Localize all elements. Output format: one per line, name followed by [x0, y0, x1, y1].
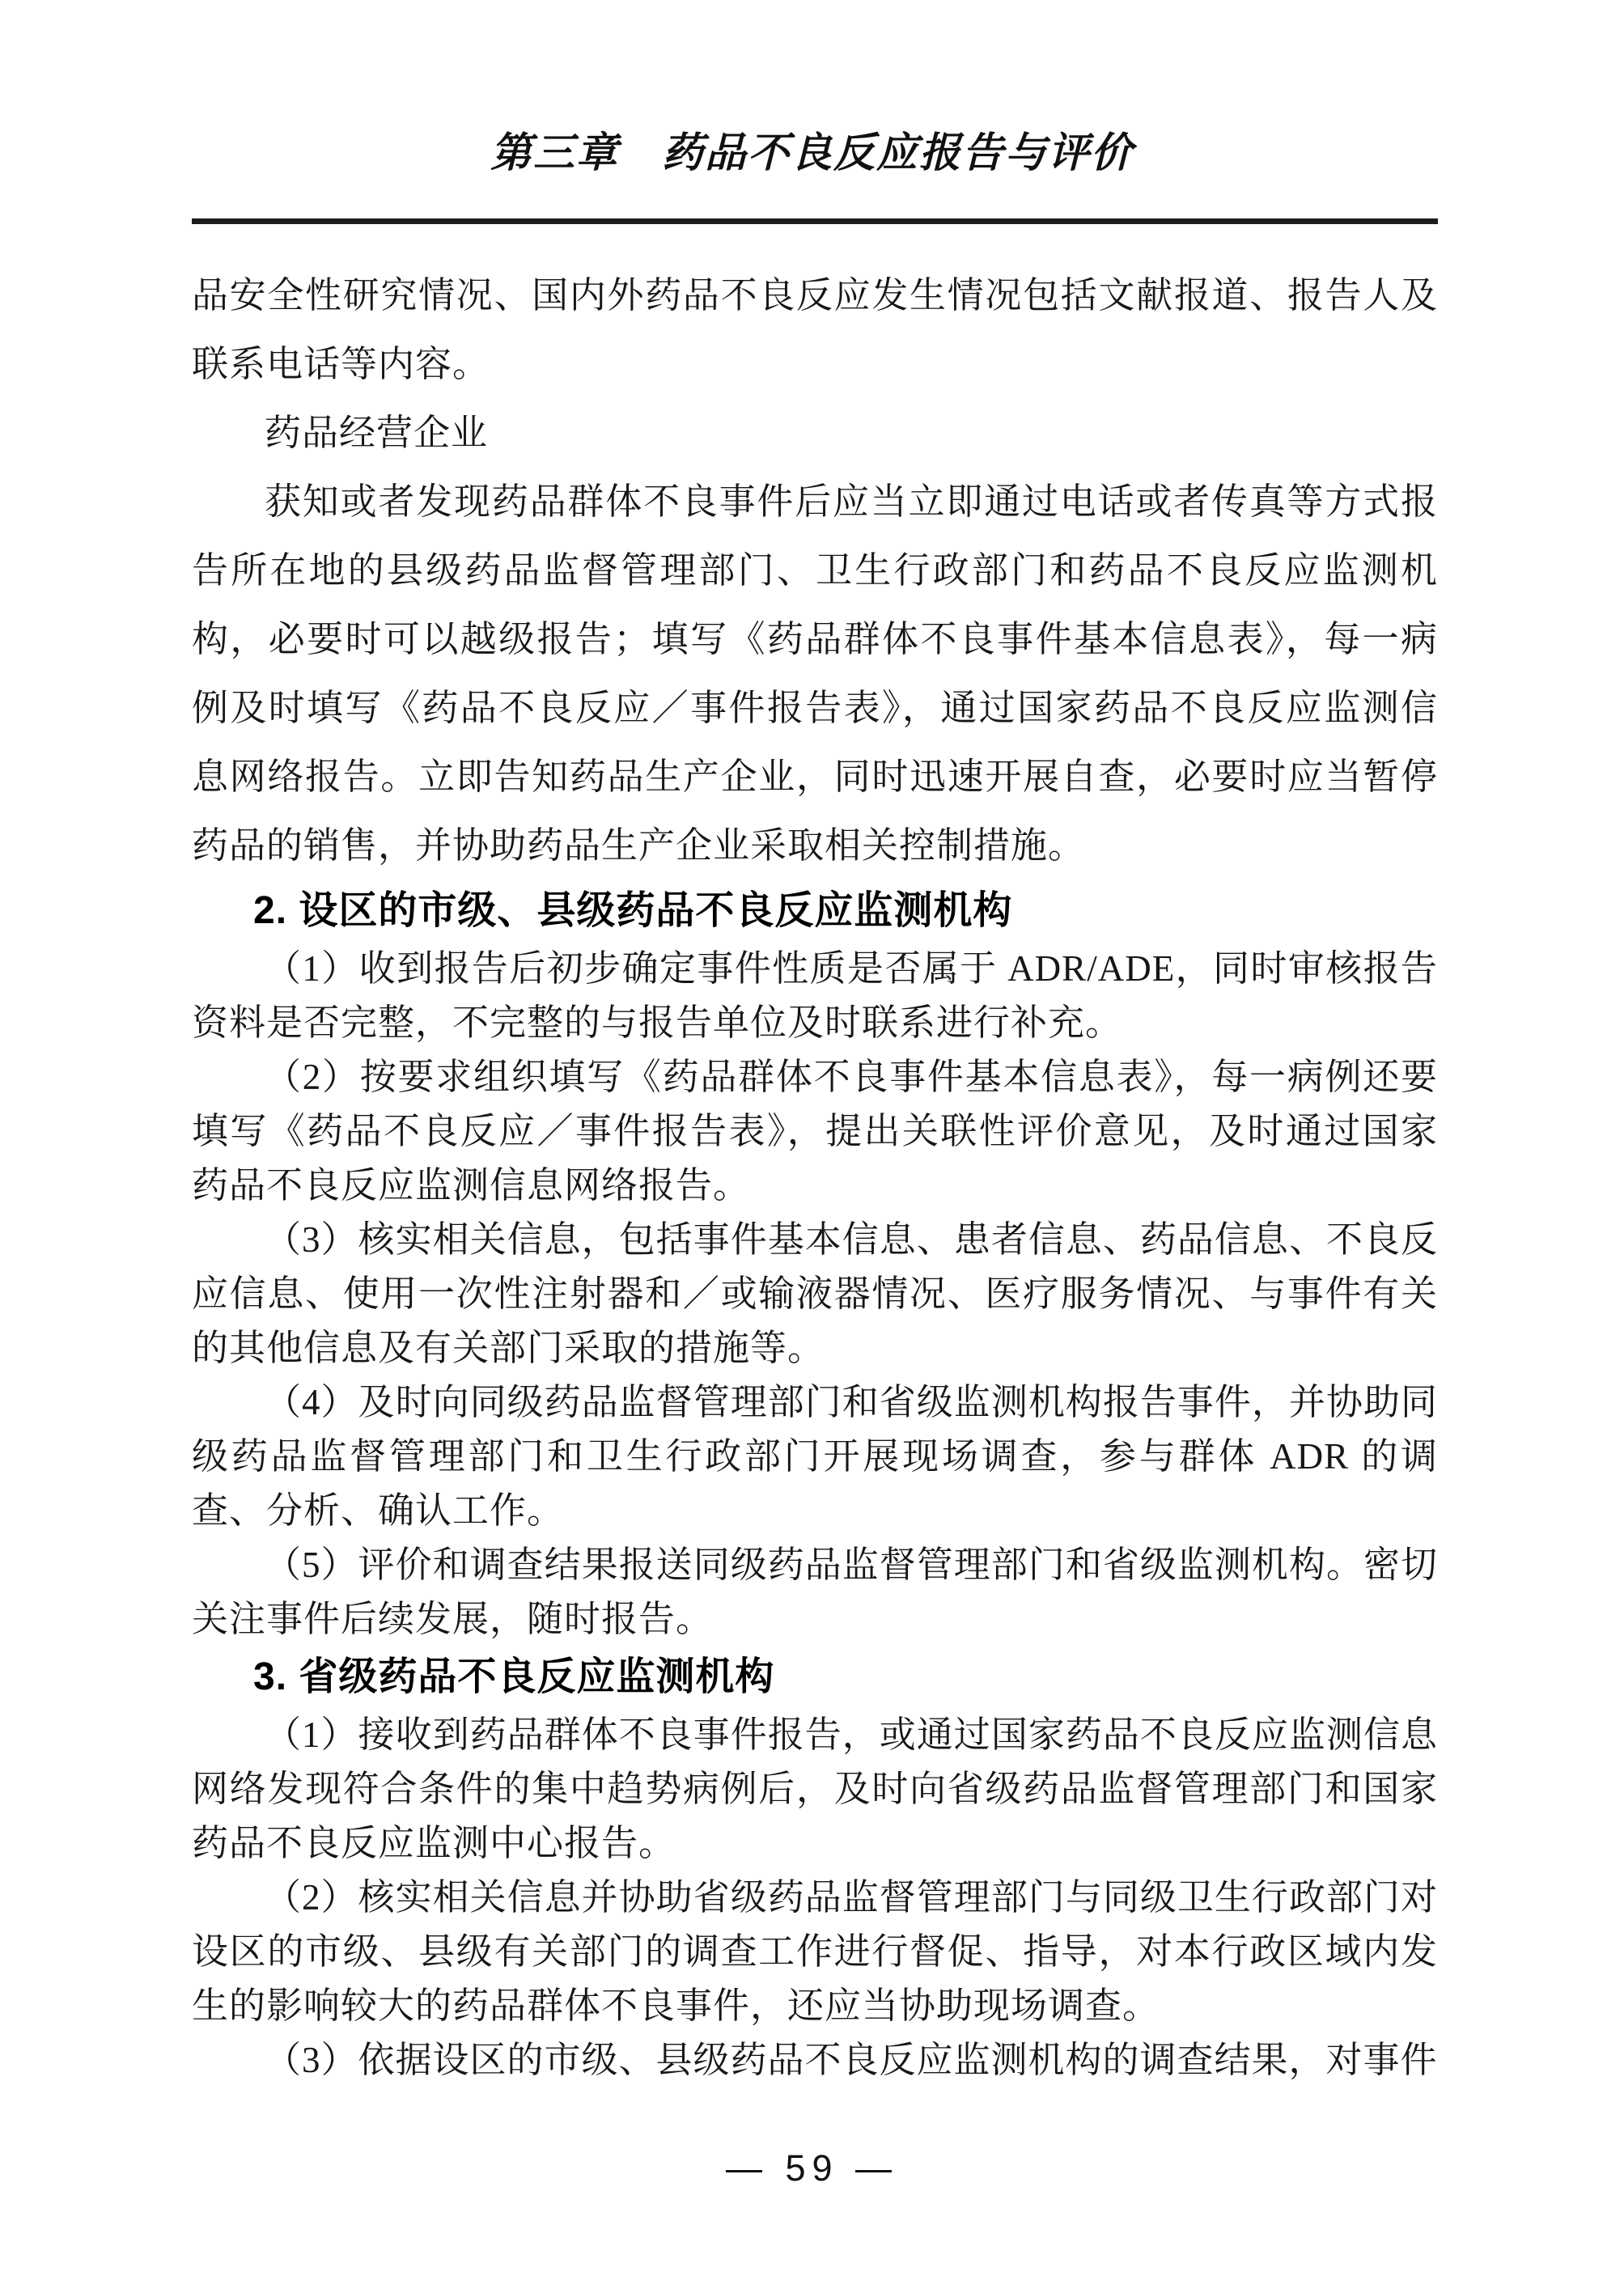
section-heading: 3. 省级药品不良反应监测机构: [253, 1655, 775, 1698]
text-section-intro: [192, 261, 1438, 880]
page-body: [192, 261, 1438, 2087]
paragraph: （1）收到报告后初步确定事件性质是否属于 ADR/ADE，同时审核报告资料是否完整，不完整的与报告单位及时联系进行补充。: [192, 948, 1438, 1043]
paragraph: （5）评价和调查结果报送同级药品监督管理部门和省级监测机构。密切关注事件后续发展，随时报告。: [192, 1545, 1438, 1639]
header-rule: [192, 218, 1438, 224]
paragraph: （3）依据设区的市级、县级药品不良反应监测机构的调查结果，对事件: [265, 2040, 1438, 2080]
paragraph: 品安全性研究情况、国内外药品不良反应发生情况包括文献报道、报告人及联系电话等内容。: [192, 275, 1438, 384]
paragraph: （3）核实相关信息，包括事件基本信息、患者信息、药品信息、不良反应信息、使用一次性注射器和／或输液器情况、医疗服务情况、与事件有关的其他信息及有关部门采取的措施等。: [192, 1219, 1438, 1368]
chapter-title: 第三章 药品不良反应报告与评价: [490, 129, 1134, 176]
paragraph: （2）核实相关信息并协助省级药品监督管理部门与同级卫生行政部门对设区的市级、县级有关部门的调查工作进行督促、指导，对本行政区域内发生的影响较大的药品群体不良事件，还应当协助现场调查。: [192, 1877, 1438, 2026]
section-heading: 2. 设区的市级、县级药品不良反应监测机构: [253, 889, 1013, 932]
paragraph: （2）按要求组织填写《药品群体不良事件基本信息表》，每一病例还要填写《药品不良反应／事件报告表》，提出关联性评价意见，及时通过国家药品不良反应监测信息网络报告。: [192, 1057, 1438, 1206]
paragraph: （1）接收到药品群体不良事件报告，或通过国家药品不良反应监测信息网络发现符合条件的集中趋势病例后，及时向省级药品监督管理部门和国家药品不良反应监测中心报告。: [192, 1714, 1438, 1863]
paragraph: 获知或者发现药品群体不良事件后应当立即通过电话或者传真等方式报告所在地的县级药品监督管理部门、卫生行政部门和药品不良反应监测机构，必要时可以越级报告；填写《药品群体不良事件基本信息表》，每一病例及时填写《药品不良反应／事件报告表》，通过国家药品不良反应监测信息网络报告。立即告知药品生产企业，同时迅速开展自查，必要时应当暂停药品的销售，并协助药品生产企业采取相关控制措施。: [192, 481, 1438, 866]
paragraph: 药品经营企业: [265, 413, 489, 453]
page-number: — 59 —: [725, 2147, 899, 2189]
text-section-municipal-county-section: [192, 880, 1438, 2087]
chapter-header: [0, 120, 1624, 186]
page-footer: [0, 2143, 1624, 2194]
paragraph: （4）及时向同级药品监督管理部门和省级监测机构报告事件，并协助同级药品监督管理部门和卫生行政部门开展现场调查，参与群体 ADR 的调查、分析、确认工作。: [192, 1382, 1438, 1531]
